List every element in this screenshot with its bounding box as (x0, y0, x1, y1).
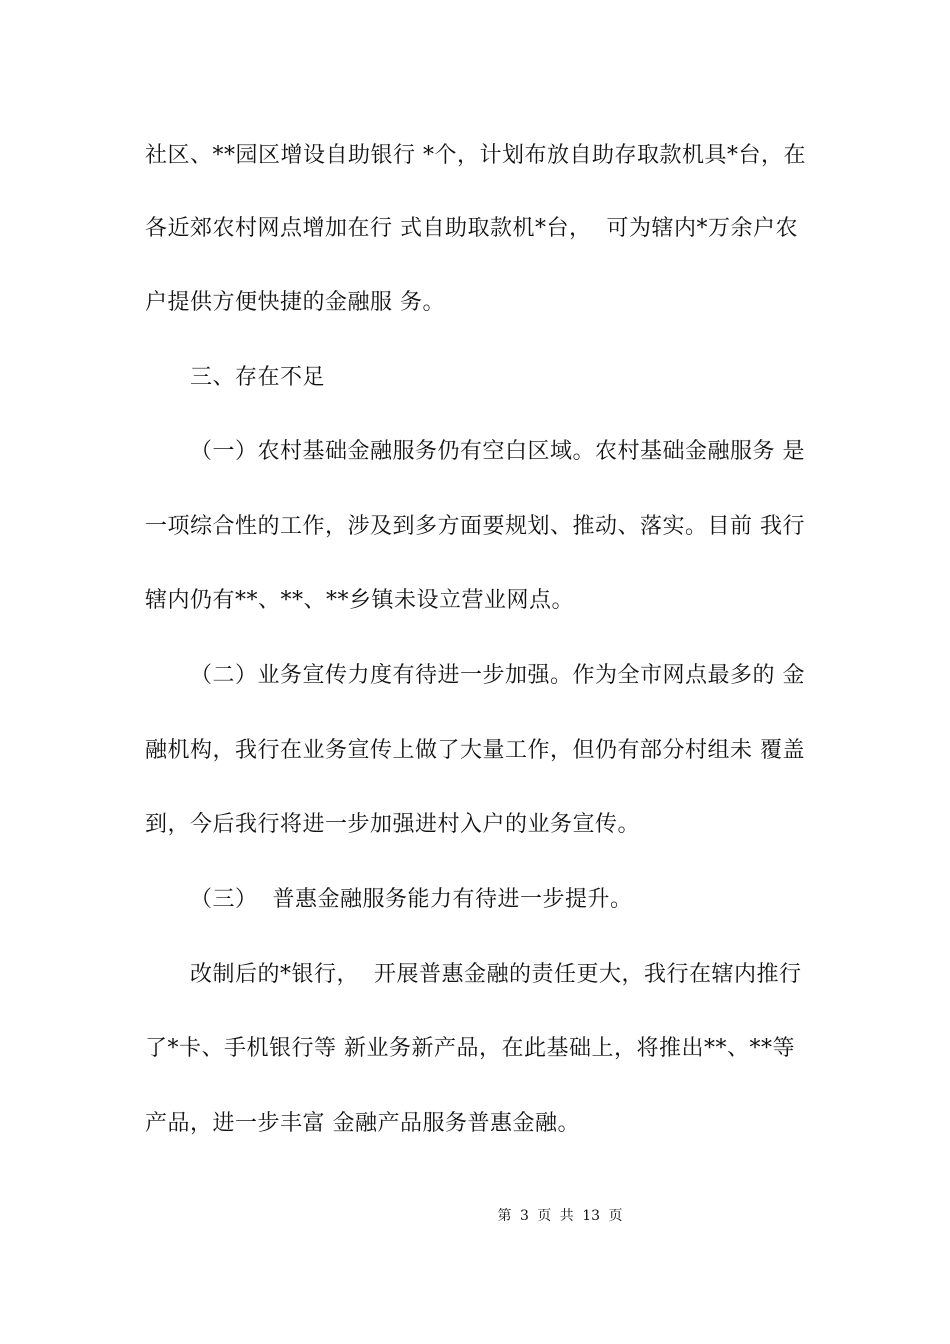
body-text-line: 辖内仍有**、**、**乡镇未设立营业网点。 (145, 588, 575, 613)
section-heading: 三、存在不足 (190, 365, 326, 390)
body-text-line: 了*卡、手机银行等 新业务新产品，在此基础上，将推出**、**等 (145, 1036, 795, 1061)
subsection-heading: （三） 普惠金融服务能力有待进一步提升。 (190, 887, 633, 912)
body-text-line: （二）业务宣传力度有待进一步加强。作为全市网点最多的 金 (190, 663, 805, 688)
body-text-line: 户提供方便快捷的金融服 务。 (145, 290, 445, 315)
body-text-line: 各近郊农村网点增加在行 式自助取款机*台， 可为辖内*万余户农 (145, 216, 798, 241)
body-text-line: 融机构，我行在业务宣传上做了大量工作，但仍有部分村组未 覆盖 (145, 738, 805, 763)
body-text-line: （一）农村基础金融服务仍有空白区域。农村基础金融服务 是 (190, 439, 805, 464)
body-text-line: 一项综合性的工作，涉及到多方面要规划、推动、落实。目前 我行 (145, 514, 805, 539)
body-text-line: 改制后的*银行， 开展普惠金融的责任更大，我行在辖内推行 (190, 962, 802, 987)
body-text-line: 到，今后我行将进一步加强进村入户的业务宣传。 (145, 812, 641, 837)
body-text-line: 产品，进一步丰富 金融产品服务普惠金融。 (145, 1111, 580, 1136)
page-footer: 第 3 页 共 13 页 (497, 1208, 623, 1224)
body-text-line: 社区、**园区增设自助银行 *个，计划布放自助存取款机具*台，在 (145, 143, 806, 168)
